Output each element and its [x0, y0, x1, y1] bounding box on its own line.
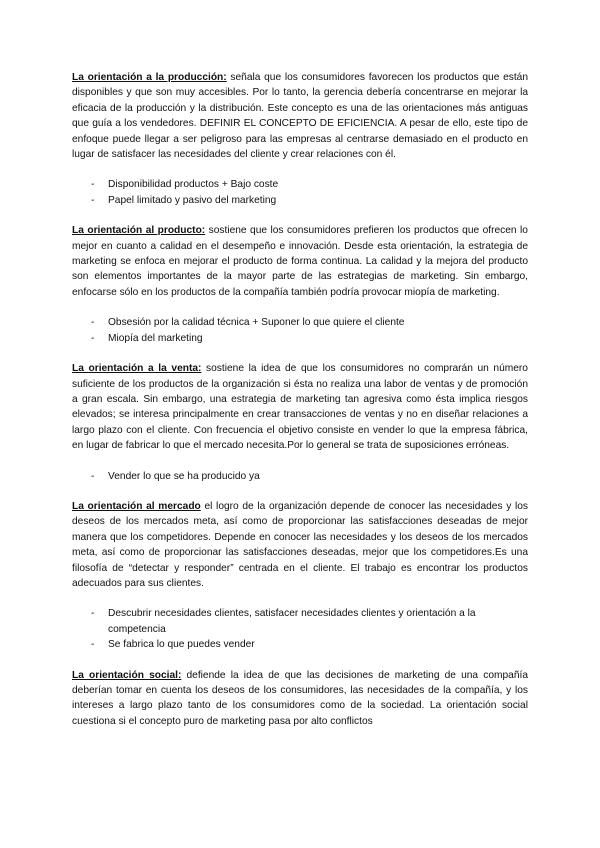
bullet-text: Se fabrica lo que puedes vender: [108, 639, 255, 651]
list-item: [72, 331, 528, 346]
list-item: [72, 469, 528, 484]
body-product-orientation: sostiene que los consumidores prefieren los productos que ofrecen lo mejor en cuanto a calidad en el desempeño e innovación. Desde esta orientación, la estrategia de marketing se enfoca en mejorar el producto de forma continua. La calidad y la mejora del producto son elementos importantes de la mayor parte de las estrategias de marketing. Sin embargo, enfocarse sólo en los productos de la compañía también podría provocar miopía de marketing.: [72, 225, 528, 298]
body-social-orientation: defiende la idea de que las decisiones de marketing de una compañía deberían tomar en cuenta los deseos de los consumidores, las necesidades de la compañía, y los intereses a largo plazo tanto de los consumidores como de la sociedad. La orientación social cuestiona si el concepto puro de marketing pasa por alto conflictos: [72, 669, 528, 727]
bullet-text: Obsesión por la calidad técnica + Suponer lo que quiere el cliente: [108, 317, 405, 329]
dash-bullet-icon: -: [91, 179, 95, 191]
bullet-list-market-orientation: [72, 606, 528, 652]
dash-bullet-icon: -: [91, 639, 95, 651]
bullet-text: Vender lo que se ha producido ya: [108, 470, 260, 482]
body-production-orientation: señala que los consumidores favorecen los productos que están disponibles y que son muy accesibles. Por lo tanto, la gerencia debería concentrarse en mejorar la eficacia de la producción y la distribución. Este concepto es una de las orientaciones más antiguas que guía a los vendedores. DEFINIR EL CONCEPTO DE EFICIENCIA. A pesar de ello, este tipo de enfoque puede llegar a ser peligroso para las empresas al centrarse demasiado en el producto en lugar de satisfacer las necesidades del cliente y crear relaciones con él.: [72, 72, 529, 161]
dash-bullet-icon: -: [91, 317, 95, 329]
dash-bullet-icon: -: [91, 332, 95, 344]
dash-bullet-icon: -: [91, 608, 95, 620]
list-item: [72, 177, 528, 192]
bullet-text: Disponibilidad productos + Bajo coste: [108, 179, 279, 191]
paragraph-sales-orientation: [72, 361, 528, 453]
paragraph-product-orientation: [72, 223, 528, 300]
bullet-list-product-orientation: [72, 315, 528, 346]
list-item: [72, 315, 528, 330]
body-market-orientation: el logro de la organización depende de conocer las necesidades y los deseos de los mercados meta, así como de proporcionar las satisfacciones deseadas de mejor manera que los competidores. Depende en conocer las necesidades y los deseos de los mercados meta, así como de proporcionar las satisfacciones deseadas, mejor que los competidores.Es una filosofía de “detectar y responder” centrada en el cliente. El trabajo es encontrar los productos adecuados para sus clientes.: [72, 500, 529, 589]
bullet-list-production-orientation: [72, 177, 528, 208]
bullet-text: Papel limitado y pasivo del marketing: [108, 194, 277, 206]
list-item: [72, 606, 528, 637]
heading-production-orientation: La orientación a la producción:: [72, 72, 227, 83]
list-item: [72, 637, 528, 652]
paragraph-social-orientation: [72, 668, 528, 730]
dash-bullet-icon: -: [91, 470, 95, 482]
heading-social-orientation: La orientación social:: [72, 669, 182, 681]
bullet-text: Miopía del marketing: [108, 332, 203, 344]
paragraph-production-orientation: [72, 70, 528, 162]
paragraph-market-orientation: [72, 499, 528, 591]
bullet-text: Descubrir necesidades clientes, satisfacer necesidades clientes y orientación a la competencia: [108, 608, 476, 635]
list-item: [72, 193, 528, 208]
dash-bullet-icon: -: [91, 194, 95, 206]
heading-product-orientation: La orientación al producto:: [72, 225, 206, 237]
heading-sales-orientation: La orientación a la venta:: [72, 363, 202, 375]
heading-market-orientation: La orientación al mercado: [72, 500, 201, 512]
bullet-list-sales-orientation: [72, 469, 528, 484]
body-sales-orientation: sostiene la idea de que los consumidores no comprarán un número suficiente de los productos de la organización si ésta no realiza una labor de ventas y de promoción a gran escala. Sin embargo, una estrategia de marketing tan agresiva como ésta implica riesgos elevados; se interesa principalmente en crear transacciones de ventas y no en diseñar relaciones a largo plazo con el cliente. Con frecuencia el objetivo consiste en vender lo que la empresa fábrica, en lugar de fabricar lo que el mercado necesita.Por lo general se trata de suposiciones erróneas.: [72, 363, 528, 452]
